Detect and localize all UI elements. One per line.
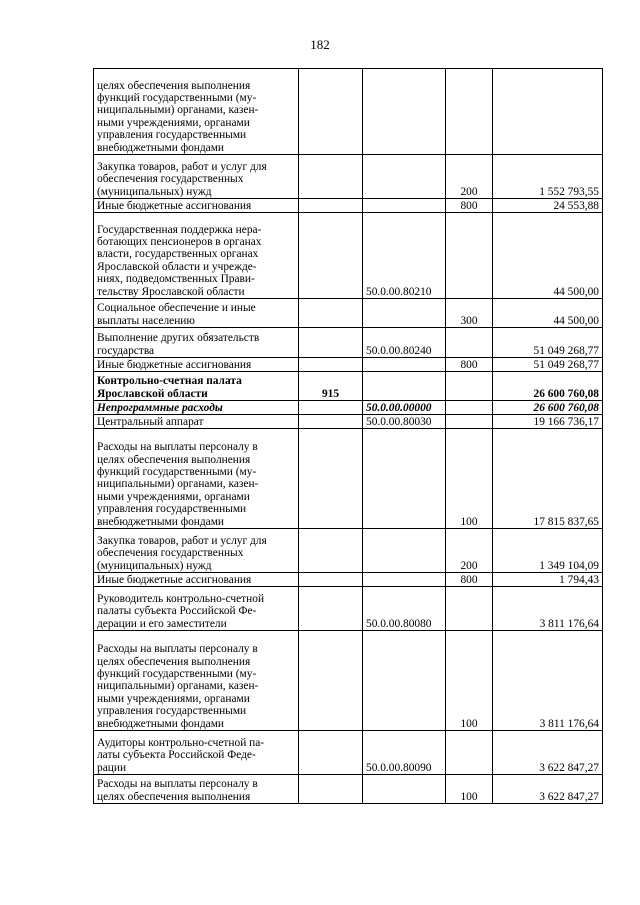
target-article-cell: [363, 529, 446, 573]
item-name-cell-text: Государственная поддержка нера- ботающих пенсионеров в органах власти, государственных органах Ярославской области и учрежде- ниях, подведомственных Прави- тельству Ярославской области: [97, 223, 262, 298]
amount-cell-text: 1 794,43: [559, 573, 599, 586]
target-article-cell: [363, 415, 446, 429]
amount-cell: [493, 529, 603, 573]
expense-type-cell: [446, 401, 493, 415]
ministry-code-cell: [299, 587, 363, 631]
target-article-cell-text: 50.0.00.00000: [366, 401, 432, 414]
ministry-code-cell: [299, 372, 363, 401]
item-name-cell-text: Выполнение других обязательств государства: [97, 332, 260, 357]
target-article-cell: [363, 358, 446, 372]
expense-type-cell: [446, 155, 493, 199]
item-name-cell: [94, 631, 299, 731]
expense-type-cell: [446, 429, 493, 529]
ministry-code-cell: [299, 401, 363, 415]
target-article-cell: [363, 731, 446, 775]
ministry-code-cell: [299, 731, 363, 775]
item-name-cell: [94, 731, 299, 775]
expense-type-cell: [446, 631, 493, 731]
table-row: [94, 299, 603, 328]
table-row: [94, 775, 603, 804]
target-article-cell: [363, 401, 446, 415]
target-article-cell: [363, 69, 446, 155]
amount-cell: [493, 328, 603, 358]
item-name-cell: [94, 401, 299, 415]
table-row: [94, 213, 603, 299]
item-name-cell: [94, 587, 299, 631]
target-article-cell: [363, 199, 446, 213]
amount-cell: [493, 631, 603, 731]
amount-cell: [493, 731, 603, 775]
target-article-cell: [363, 631, 446, 731]
expense-type-cell: [446, 299, 493, 328]
amount-cell-text: 44 500,00: [553, 314, 599, 327]
item-name-cell-text: Закупка товаров, работ и услуг для обеспечения государственных (муниципальных) нужд: [97, 534, 267, 572]
item-name-cell-text: Закупка товаров, работ и услуг для обеспечения государственных (муниципальных) нужд: [97, 160, 267, 198]
amount-cell: [493, 69, 603, 155]
item-name-cell: [94, 299, 299, 328]
expense-type-cell: [446, 731, 493, 775]
item-name-cell: [94, 529, 299, 573]
expense-type-cell: [446, 358, 493, 372]
amount-cell-text: 3 811 176,64: [539, 617, 599, 630]
amount-cell: [493, 155, 603, 199]
amount-cell: [493, 401, 603, 415]
amount-cell-text: 51 049 268,77: [533, 358, 599, 371]
amount-cell-text: 1 552 793,55: [539, 185, 599, 198]
ministry-code-cell: [299, 155, 363, 199]
item-name-cell: [94, 372, 299, 401]
amount-cell-text: 3 622 847,27: [539, 790, 599, 803]
item-name-cell-text: Иные бюджетные ассигнования: [97, 358, 252, 371]
expense-type-cell-text: 100: [460, 717, 478, 730]
target-article-cell: [363, 299, 446, 328]
table-row: [94, 372, 603, 401]
page-number: 182: [310, 37, 330, 52]
item-name-cell: [94, 155, 299, 199]
amount-cell: [493, 775, 603, 804]
expense-type-cell: [446, 587, 493, 631]
expense-type-cell-text: 100: [460, 790, 478, 803]
expense-type-cell: [446, 529, 493, 573]
target-article-cell-text: 50.0.00.80030: [366, 415, 432, 428]
table-row: [94, 358, 603, 372]
amount-cell-text: 3 811 176,64: [539, 717, 599, 730]
table-row: [94, 731, 603, 775]
amount-cell: [493, 358, 603, 372]
expense-type-cell-text: 800: [460, 573, 478, 586]
ministry-code-cell: [299, 573, 363, 587]
target-article-cell-text: 50.0.00.80210: [366, 285, 432, 298]
item-name-cell-text: Руководитель контрольно-счетной палаты субъекта Российской Фе- дерации и его заместители: [97, 592, 265, 630]
amount-cell: [493, 573, 603, 587]
item-name-cell: [94, 775, 299, 804]
target-article-cell-text: 50.0.00.80240: [366, 344, 432, 357]
item-name-cell: [94, 199, 299, 213]
expense-type-cell: [446, 415, 493, 429]
expense-type-cell: [446, 69, 493, 155]
amount-cell-text: 3 622 847,27: [539, 761, 599, 774]
table-row: [94, 429, 603, 529]
item-name-cell-text: Социальное обеспечение и иные выплаты населению: [97, 302, 256, 327]
table-row: [94, 529, 603, 573]
expense-type-cell: [446, 213, 493, 299]
ministry-code-cell: [299, 775, 363, 804]
budget-table: [93, 68, 603, 804]
table-row: [94, 587, 603, 631]
amount-cell: [493, 429, 603, 529]
item-name-cell-text: целях обеспечения выполнения функций государственными (му- ниципальными) органами, казен- ными учреждениями, органами управления государственными внебюджетными фондами: [97, 79, 259, 154]
target-article-cell: [363, 155, 446, 199]
amount-cell: [493, 587, 603, 631]
expense-type-cell-text: 100: [460, 515, 478, 528]
item-name-cell: [94, 573, 299, 587]
amount-cell-text: 44 500,00: [553, 285, 599, 298]
item-name-cell-text: Расходы на выплаты персоналу в целях обеспечения выполнения функций государственными (му- ниципальными) органами, казен- ными учреждениями, органами управления государственными внебюджетными фондами: [97, 441, 259, 528]
item-name-cell: [94, 69, 299, 155]
target-article-cell-text: 50.0.00.80090: [366, 761, 432, 774]
amount-cell-text: 26 600 760,08: [533, 387, 599, 400]
expense-type-cell: [446, 372, 493, 401]
amount-cell-text: 19 166 736,17: [533, 415, 599, 428]
item-name-cell: [94, 213, 299, 299]
target-article-cell: [363, 372, 446, 401]
table-row: [94, 631, 603, 731]
expense-type-cell: [446, 199, 493, 213]
amount-cell-text: 51 049 268,77: [533, 344, 599, 357]
item-name-cell-text: Центральный аппарат: [97, 415, 204, 428]
item-name-cell-text: Расходы на выплаты персоналу в целях обеспечения выполнения функций государственными (му- ниципальными) органами, казен- ными учреждениями, органами управления государственными внебюджетными фондами: [97, 643, 259, 730]
item-name-cell-text: Аудиторы контрольно-счетной па- латы субъекта Российской Феде- рации: [97, 736, 265, 774]
amount-cell-text: 1 349 104,09: [539, 559, 599, 572]
table-row: [94, 328, 603, 358]
item-name-cell-text: Иные бюджетные ассигнования: [97, 199, 252, 212]
target-article-cell: [363, 429, 446, 529]
expense-type-cell: [446, 775, 493, 804]
table-row: [94, 155, 603, 199]
ministry-code-cell: [299, 199, 363, 213]
target-article-cell: [363, 328, 446, 358]
item-name-cell-text: Контрольно-счетная палата Ярославской области: [97, 375, 242, 400]
target-article-cell: [363, 213, 446, 299]
ministry-code-cell: [299, 529, 363, 573]
item-name-cell: [94, 415, 299, 429]
ministry-code-cell: [299, 299, 363, 328]
table-row: [94, 401, 603, 415]
amount-cell: [493, 372, 603, 401]
amount-cell: [493, 299, 603, 328]
amount-cell-text: 17 815 837,65: [533, 515, 599, 528]
table-row: [94, 199, 603, 213]
amount-cell: [493, 213, 603, 299]
ministry-code-cell: [299, 69, 363, 155]
amount-cell: [493, 415, 603, 429]
target-article-cell: [363, 573, 446, 587]
amount-cell: [493, 199, 603, 213]
ministry-code-cell: [299, 358, 363, 372]
expense-type-cell-text: 800: [460, 358, 478, 371]
ministry-code-cell: [299, 213, 363, 299]
target-article-cell: [363, 775, 446, 804]
expense-type-cell-text: 800: [460, 199, 478, 212]
ministry-code-cell: [299, 415, 363, 429]
table-row: [94, 69, 603, 155]
expense-type-cell-text: 200: [460, 185, 478, 198]
expense-type-cell-text: 200: [460, 559, 478, 572]
item-name-cell-text: Иные бюджетные ассигнования: [97, 573, 252, 586]
ministry-code-cell-text: 915: [321, 387, 340, 400]
table-row: [94, 573, 603, 587]
amount-cell-text: 26 600 760,08: [533, 401, 599, 414]
item-name-cell-text: Непрограммные расходы: [97, 401, 223, 414]
table-row: [94, 415, 603, 429]
target-article-cell-text: 50.0.00.80080: [366, 617, 432, 630]
item-name-cell-text: Расходы на выплаты персоналу в целях обеспечения выполнения: [97, 778, 258, 803]
expense-type-cell: [446, 573, 493, 587]
item-name-cell: [94, 358, 299, 372]
budget-table-body: [94, 69, 603, 804]
target-article-cell: [363, 587, 446, 631]
ministry-code-cell: [299, 631, 363, 731]
expense-type-cell-text: 300: [460, 314, 478, 327]
item-name-cell: [94, 429, 299, 529]
ministry-code-cell: [299, 429, 363, 529]
expense-type-cell: [446, 328, 493, 358]
amount-cell-text: 24 553,88: [553, 199, 599, 212]
ministry-code-cell: [299, 328, 363, 358]
item-name-cell: [94, 328, 299, 358]
